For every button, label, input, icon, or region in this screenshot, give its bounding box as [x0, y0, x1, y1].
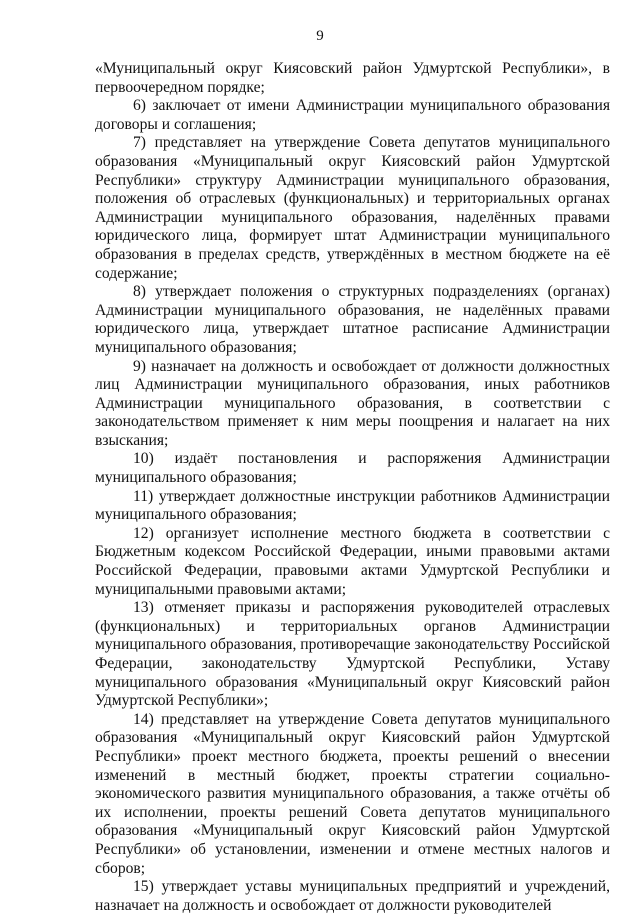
paragraph-item-13: 13) отменяет приказы и распоряжения руководителей отраслевых (функциональных) и территориальных органов Администрации муниципального образования, противоречащие законодательству Российской Федерации, законодательству Удмуртской Республики, Уставу муниципального образования «Муниципальный округ Киясовский район Удмуртской Республики»;: [95, 599, 610, 710]
paragraph-item-14: 14) представляет на утверждение Совета депутатов муниципального образования «Муниципальный округ Киясовский район Удмуртской Республики» проект местного бюджета, проекты решений о внесении изменений в местный бюджет, проекты стратегии социально-экономического развития муниципального образования, а также отчёты об их исполнении, проекты решений Совета депутатов муниципального образования «Муниципальный округ Киясовский район Удмуртской Республики» об установлении, изменении и отмене местных налогов и сборов;: [95, 710, 610, 877]
paragraph-item-10: 10) издаёт постановления и распоряжения Администрации муниципального образования;: [95, 450, 610, 487]
paragraph-item-11: 11) утверждает должностные инструкции работников Администрации муниципального образования;: [95, 487, 610, 524]
paragraph-item-8: 8) утверждает положения о структурных подразделениях (органах) Администрации муниципального образования, не наделённых правами юридического лица, утверждает штатное расписание Администрации муниципального образования;: [95, 283, 610, 356]
paragraph-item-15: 15) утверждает уставы муниципальных предприятий и учреждений, назначает на должность и освобождает от должности руководителей: [95, 878, 610, 914]
document-body: [95, 60, 610, 915]
paragraph-continuation: «Муниципальный округ Киясовский район Удмуртской Республики», в первоочередном порядке;: [95, 60, 610, 96]
paragraph-item-12: 12) организует исполнение местного бюджета в соответствии с Бюджетным кодексом Российской Федерации, иными правовыми актами Российской Федерации, правовыми актами Удмуртской Республики и муниципальными правовыми актами;: [95, 524, 610, 598]
page-number: 9: [316, 28, 324, 44]
paragraph-item-6: 6) заключает от имени Администрации муниципального образования договоры и соглашения;: [95, 97, 610, 133]
paragraph-item-7: 7) представляет на утверждение Совета депутатов муниципального образования «Муниципальный округ Киясовский район Удмуртской Республики» структуру Администрации муниципального образования, положения об отраслевых (функциональных) и территориальных органах Администрации муниципального образования, наделённых правами юридического лица, формирует штат Администрации муниципального образования в пределах средств, утверждённых в местном бюджете на её содержание;: [95, 134, 610, 282]
paragraph-item-9: 9) назначает на должность и освобождает от должности должностных лиц Администрации муниципального образования, иных работников Администрации муниципального образования, в соответствии с законодательством применяет к ним меры поощрения и налагает на них взыскания;: [95, 357, 610, 449]
